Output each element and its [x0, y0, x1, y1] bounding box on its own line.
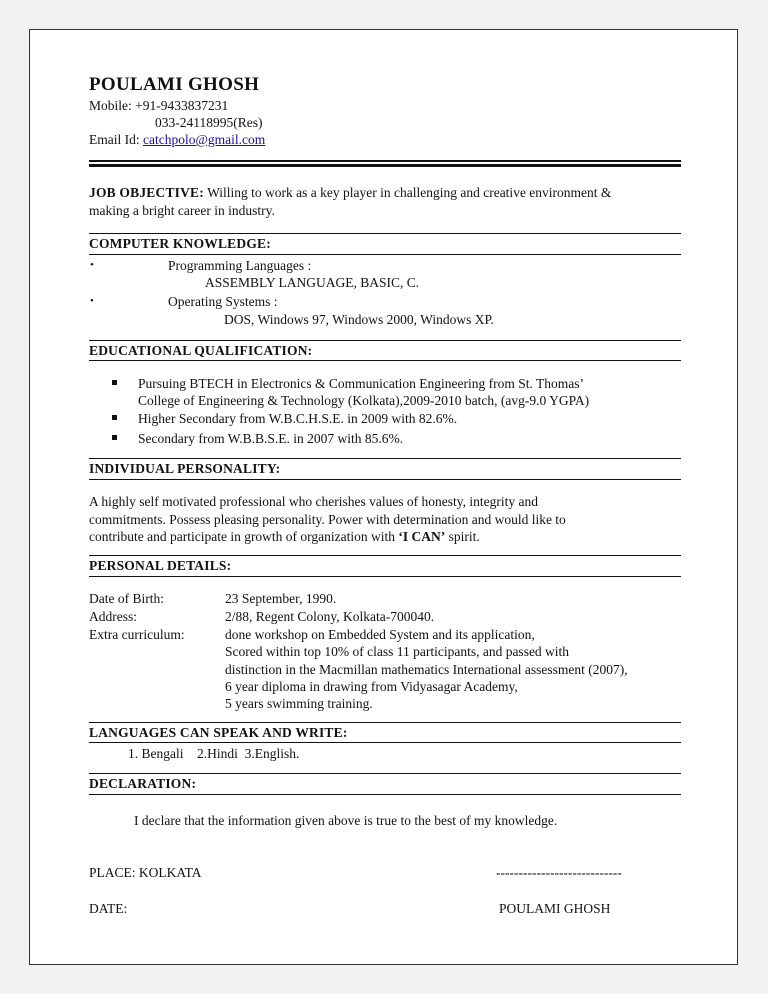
operating-systems-label: Operating Systems :	[168, 294, 278, 309]
dob-label: Date of Birth:	[89, 591, 164, 606]
personality-line1: A highly self motivated professional who cherishes values of honesty, integrity and	[89, 494, 539, 509]
address-label: Address:	[89, 609, 137, 624]
personality-line2: commitments. Possess pleasing personality. Power with determination and would like to	[89, 512, 566, 527]
square-bullet-icon	[112, 415, 117, 420]
extra-curriculum-line: 6 year diploma in drawing from Vidyasagar Academy,	[225, 679, 518, 694]
section-rule	[89, 794, 681, 795]
section-rule	[89, 555, 681, 556]
extra-curriculum-line: distinction in the Macmillan mathematics International assessment (2007),	[225, 662, 628, 677]
extra-curriculum-label: Extra curriculum:	[89, 627, 185, 642]
section-rule	[89, 576, 681, 577]
section-rule	[89, 233, 681, 234]
job-objective-label: JOB OBJECTIVE:	[89, 185, 204, 200]
header-divider-thick	[89, 164, 681, 167]
job-objective-line2: making a bright career in industry.	[89, 203, 275, 218]
section-rule	[89, 722, 681, 723]
personality-heading: INDIVIDUAL PERSONALITY:	[89, 461, 281, 476]
computer-knowledge-heading: COMPUTER KNOWLEDGE:	[89, 236, 271, 251]
extra-curriculum-line: Scored within top 10% of class 11 participants, and passed with	[225, 644, 570, 659]
section-rule	[89, 340, 681, 341]
email-line	[89, 131, 265, 148]
programming-languages-value: ASSEMBLY LANGUAGE, BASIC, C.	[205, 275, 420, 290]
declaration-heading: DECLARATION:	[89, 776, 197, 791]
section-rule	[89, 254, 681, 255]
i-can-emphasis: ‘I CAN’	[398, 529, 446, 544]
mobile-number: Mobile: +91-9433837231	[89, 98, 229, 113]
section-rule	[89, 458, 681, 459]
bullet-icon: •	[90, 259, 94, 271]
section-rule	[89, 479, 681, 480]
date: DATE:	[89, 901, 128, 916]
declaration-text: I declare that the information given above is true to the best of my knowledge.	[134, 813, 558, 828]
email-link[interactable]: catchpolo@gmail.com	[143, 132, 266, 147]
education-item-2: Higher Secondary from W.B.C.H.S.E. in 2009 with 82.6%.	[138, 411, 458, 426]
programming-languages-label: Programming Languages :	[168, 258, 312, 273]
residence-phone: 033-24118995(Res)	[155, 115, 263, 130]
signature-line: ----------------------------	[496, 865, 622, 880]
place: PLACE: KOLKATA	[89, 865, 202, 880]
square-bullet-icon	[112, 435, 117, 440]
extra-curriculum-line: done workshop on Embedded System and its application,	[225, 627, 535, 642]
square-bullet-icon	[112, 380, 117, 385]
bullet-icon: •	[90, 295, 94, 307]
address-value: 2/88, Regent Colony, Kolkata-700040.	[225, 609, 435, 624]
education-item-1-line1: Pursuing BTECH in Electronics & Communication Engineering from St. Thomas’	[138, 376, 584, 391]
section-rule	[89, 773, 681, 774]
education-item-3: Secondary from W.B.B.S.E. in 2007 with 85.6%.	[138, 431, 404, 446]
education-item-1-line2: College of Engineering & Technology (Kolkata),2009-2010 batch, (avg-9.0 YGPA)	[138, 393, 590, 408]
operating-systems-value: DOS, Windows 97, Windows 2000, Windows XP.	[224, 312, 494, 327]
candidate-name: POULAMI GHOSH	[89, 74, 260, 95]
personality-line3-post: spirit.	[445, 529, 480, 544]
personality-line3-pre: contribute and participate in growth of organization with	[89, 529, 399, 544]
personal-details-heading: PERSONAL DETAILS:	[89, 558, 232, 573]
languages-heading: LANGUAGES CAN SPEAK AND WRITE:	[89, 725, 348, 740]
dob-value: 23 September, 1990.	[225, 591, 337, 606]
signature-name: POULAMI GHOSH	[499, 901, 611, 916]
languages-list: 1. Bengali 2.Hindi 3.English.	[128, 746, 300, 761]
resume-page	[29, 29, 738, 965]
header-divider-thin	[89, 160, 681, 162]
job-objective-line1	[89, 184, 611, 201]
personality-line3	[89, 528, 480, 545]
extra-curriculum-line: 5 years swimming training.	[225, 696, 373, 711]
email-label: Email Id:	[89, 132, 143, 147]
education-heading: EDUCATIONAL QUALIFICATION:	[89, 343, 313, 358]
section-rule	[89, 742, 681, 743]
job-objective-text: Willing to work as a key player in challenging and creative environment &	[203, 185, 612, 200]
section-rule	[89, 360, 681, 361]
